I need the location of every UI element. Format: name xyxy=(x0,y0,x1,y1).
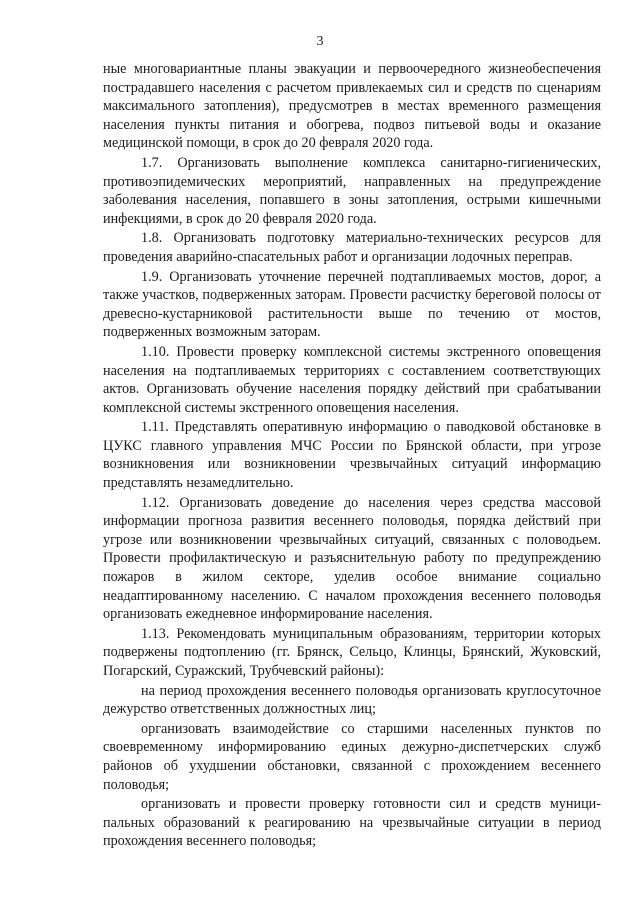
paragraph-1-9: 1.9. Организовать уточнение перечней подтапливаемых мостов, дорог, а также участков, подверженных заторам. Провести расчистку береговой полосы от древесно-кустарниковой растительности выше по течению от мостов, подверженных возможным заторам. xyxy=(103,268,601,341)
document-body xyxy=(103,60,601,851)
paragraph-continuation: ные многовариантные планы эвакуации и первоочередного жизнеобеспечения пострадавшего населения с расчетом привлекаемых сил и средств по сценариям максимального затопления), предусмотрев в местах временного размещения населения пункты питания и обогрева, подвоз питьевой воды и оказание медицинской помощи, в срок до 20 февраля 2020 года. xyxy=(103,61,601,152)
paragraph-1-12: 1.12. Организовать доведение до населения через средства массовой информации прогноза развития весеннего половодья, порядка действий при угрозе или возникновении чрезвычайных ситуаций, связанных с половодьем. Провести профилактическую и разъяснительную работу по предупреждению пожаров в жилом секторе, уделив особое внимание социально неадаптированному населению. С началом прохождения весеннего половодья организовать ежедневное информирование населения. xyxy=(103,494,601,623)
paragraph-1-13-item-interaction: организовать взаимодействие со старшими населенных пунктов по своевременному информированию единых дежурно-диспетчерских служб районов об ухудшении обстановки, связанной с прохождением весеннего половодья; xyxy=(103,720,601,793)
paragraph-1-10: 1.10. Провести проверку комплексной системы экстренного оповещения населения на подтапливаемых территориях с составлением соответствующих актов. Организовать обучение населения порядку действий при срабатывании комплексной системы экстренного оповещения населения. xyxy=(103,343,601,416)
paragraph-1-7: 1.7. Организовать выполнение комплекса санитарно-гигиенических, противоэпидемических мероприятий, направленных на предупреждение заболевания населения, попавшего в зоны затопления, острыми кишечными инфекциями, в срок до 20 февраля 2020 года. xyxy=(103,154,601,227)
paragraph-1-13-item-duty: на период прохождения весеннего половодья организовать круглосуточное дежурство ответственных должностных лиц; xyxy=(103,682,601,718)
paragraph-1-13: 1.13. Рекомендовать муниципальным образованиям, территории которых подвержены подтоплению (гг. Брянск, Сельцо, Клинцы, Брянский, Жуковский, Погарский, Суражский, Трубчевский районы): xyxy=(103,625,601,679)
paragraph-1-11: 1.11. Представлять оперативную информацию о паводковой обстановке в ЦУКС главного управления МЧС России по Брянской области, при угрозе возникновения или возникновении чрезвычайных ситуаций информацию представлять незамедлительно. xyxy=(103,419,601,492)
page-number: 3 xyxy=(316,34,324,49)
paragraph-1-8: 1.8. Организовать подготовку материально-технических ресурсов для проведения аварийно-спасательных работ и организации лодочных переправ. xyxy=(103,230,601,265)
paragraph-1-13-item-readiness: организовать и провести проверку готовности сил и средств муниципальных образований к реагированию на чрезвычайные ситуации в период прохождения весеннего половодья; xyxy=(103,796,601,850)
